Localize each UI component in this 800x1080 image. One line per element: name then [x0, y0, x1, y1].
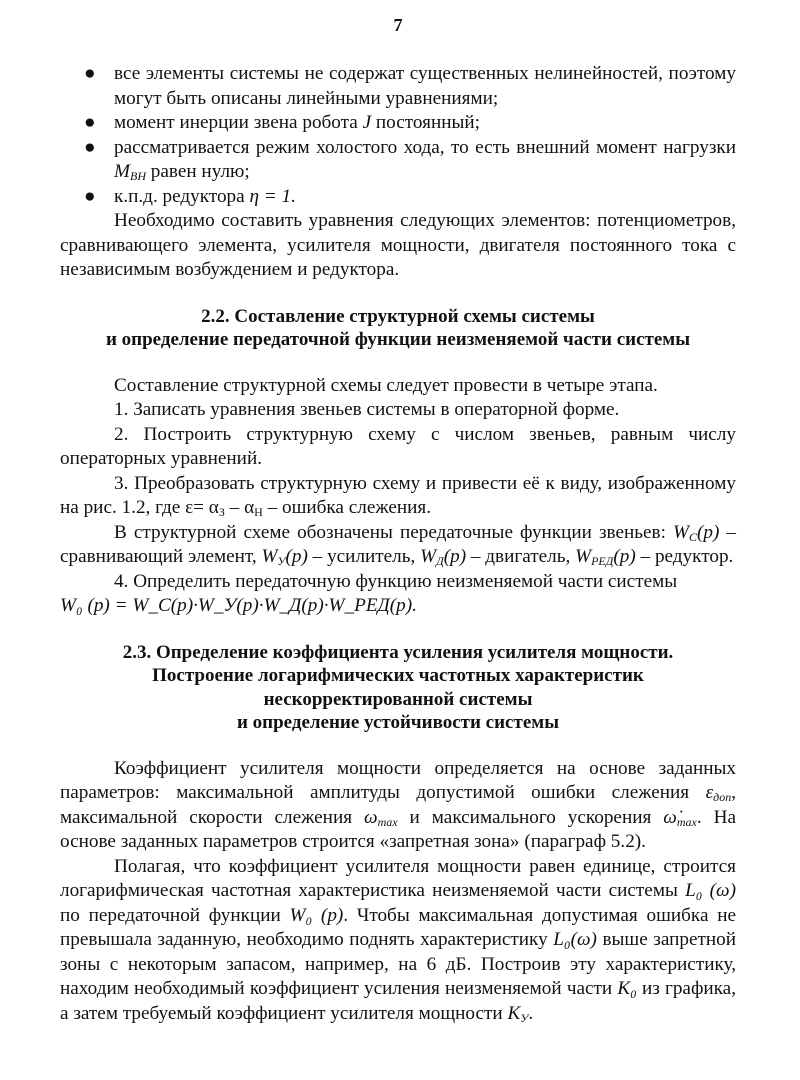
paragraph-text: – сравнивающий элемент,: [60, 521, 737, 567]
paragraph-text: по передаточной функции: [60, 904, 290, 926]
math-symbol: W: [575, 546, 592, 567]
math-symbol: (p): [443, 546, 467, 567]
math-symbol: η = 1.: [249, 185, 296, 207]
bullet-icon: ●: [84, 185, 96, 207]
math-symbol: K: [507, 1002, 521, 1024]
math-symbol: K₀: [617, 978, 637, 999]
math-symbol: L₀(ω): [553, 929, 597, 950]
bullet-icon: ●: [84, 136, 96, 158]
math-subscript: У: [277, 554, 286, 568]
math-subscript: ВН: [129, 169, 146, 183]
list-item: [60, 136, 736, 185]
math-symbol: L₀ (ω): [685, 880, 736, 901]
bullet-text: все элементы системы не содержат существенных нелинейностей, поэтому могут быть описаны линейными уравнениями;: [114, 63, 736, 109]
section-heading: 2.2. Составление структурной схемы системы: [201, 305, 595, 327]
math-symbol: J: [362, 112, 372, 133]
list-item: [60, 111, 736, 136]
paragraph: Составление структурной схемы следует провести в четыре этапа.: [114, 374, 658, 396]
assumptions-list: [60, 62, 736, 209]
paragraph: 2. Построить структурную схему с числом звеньев, равным числу операторных уравнений.: [60, 423, 736, 469]
paragraph: 1. Записать уравнения звеньев системы в операторной форме.: [114, 399, 620, 420]
paragraph: 4. Определить передаточную функцию неизменяемой части системы: [114, 570, 678, 592]
bullet-text: момент инерции звена робота: [114, 112, 363, 133]
paragraph-text: .: [528, 1002, 534, 1024]
paragraph-text: – усилитель,: [307, 546, 421, 567]
paragraph-text: , максимальной скорости слежения: [60, 782, 736, 828]
math-symbol: (p): [697, 521, 720, 543]
math-subscript: max: [377, 814, 398, 829]
math-subscript: У: [520, 1010, 529, 1025]
paragraph-text: 3. Преобразовать структурную схему и привести её к виду, изображенному на рис. 1.2, где ε= α: [60, 472, 736, 518]
paragraph-text: Полагая, что коэффициент усилителя мощности равен единице, строится логарифмическая частотная характеристика неизменяемой части системы: [60, 855, 736, 901]
section-heading: нескорректированной системы: [263, 688, 533, 710]
paragraph: [60, 855, 736, 1027]
paragraph: [60, 472, 736, 521]
math-subscript: max: [676, 814, 697, 829]
document-page: [60, 14, 736, 1026]
paragraph-text: . На основе заданных параметров строится «запретная зона» (параграф 5.2).: [60, 806, 737, 852]
section-heading: и определение передаточной функции неизменяемой части системы: [105, 329, 691, 350]
paragraph-text: – α: [224, 497, 255, 518]
paragraph-text: – редуктор.: [635, 546, 734, 567]
section-heading: и определение устойчивости системы: [236, 712, 560, 733]
intro-paragraph: Необходимо составить уравнения следующих элементов: потенциометров, сравнивающего элемента, усилителя мощности, двигателя постоянного тока с независимым возбуждением и редуктора.: [60, 210, 736, 280]
math-subscript: С: [688, 529, 697, 544]
math-symbol: (p): [613, 546, 636, 567]
math-symbol: W₀ (p): [289, 904, 344, 926]
bullet-text: рассматривается режим холостого хода, то есть внешний момент нагрузки: [114, 136, 736, 158]
math-subscript: Н: [254, 505, 263, 519]
math-subscript: Д: [436, 554, 444, 568]
paragraph-text: из графика, а затем требуемый коэффициент усилителя мощности: [60, 978, 736, 1024]
paragraph-text: В структурной схеме обозначены передаточные функции звеньев:: [114, 521, 673, 543]
math-symbol: W: [261, 546, 278, 567]
formula: W₀ (p) = W_С(p)·W_У(p)·W_Д(p)·W_РЕД(p).: [60, 595, 417, 616]
paragraph-text: . Чтобы максимальная допустимая ошибка не превышала заданную, необходимо поднять характеристику: [60, 904, 737, 950]
math-subscript: З: [218, 505, 225, 519]
math-symbol: ε: [705, 782, 714, 803]
math-subscript: доп: [713, 790, 732, 804]
list-item: [60, 185, 736, 210]
paragraph: [60, 757, 736, 855]
math-symbol: W: [673, 521, 689, 543]
paragraph-text: выше запретной зоны с некоторым запасом, например, на 6 дБ. Построив эту характеристику, находим необходимый коэффициент усиления неизменяемой части: [60, 929, 736, 999]
bullet-icon: ●: [84, 112, 96, 133]
math-symbol: ω: [364, 806, 378, 828]
math-symbol: ω̇: [663, 806, 677, 828]
paragraph-text: – ошибка слежения.: [262, 497, 432, 518]
list-item: [60, 62, 736, 111]
paragraph-text: – двигатель,: [466, 546, 576, 567]
math-symbol: W: [420, 546, 437, 567]
math-symbol: (p): [285, 546, 308, 567]
page-number: 7: [393, 15, 403, 35]
bullet-icon: ●: [84, 63, 96, 84]
section-heading: 2.3. Определение коэффициента усиления усилителя мощности.: [122, 641, 674, 663]
paragraph-text: и максимального ускорения: [397, 806, 664, 828]
bullet-text: постоянный;: [371, 112, 480, 133]
paragraph: [60, 521, 736, 570]
math-symbol: M: [114, 161, 130, 182]
section-heading: Построение логарифмических частотных характеристик: [152, 665, 644, 686]
paragraph-text: Коэффициент усилителя мощности определяется на основе заданных параметров: максимальной амплитуды допустимой ошибки слежения: [60, 757, 736, 803]
math-subscript: РЕД: [591, 554, 614, 568]
bullet-text: равен нулю;: [145, 161, 250, 182]
bullet-text: к.п.д. редуктора: [114, 185, 250, 207]
